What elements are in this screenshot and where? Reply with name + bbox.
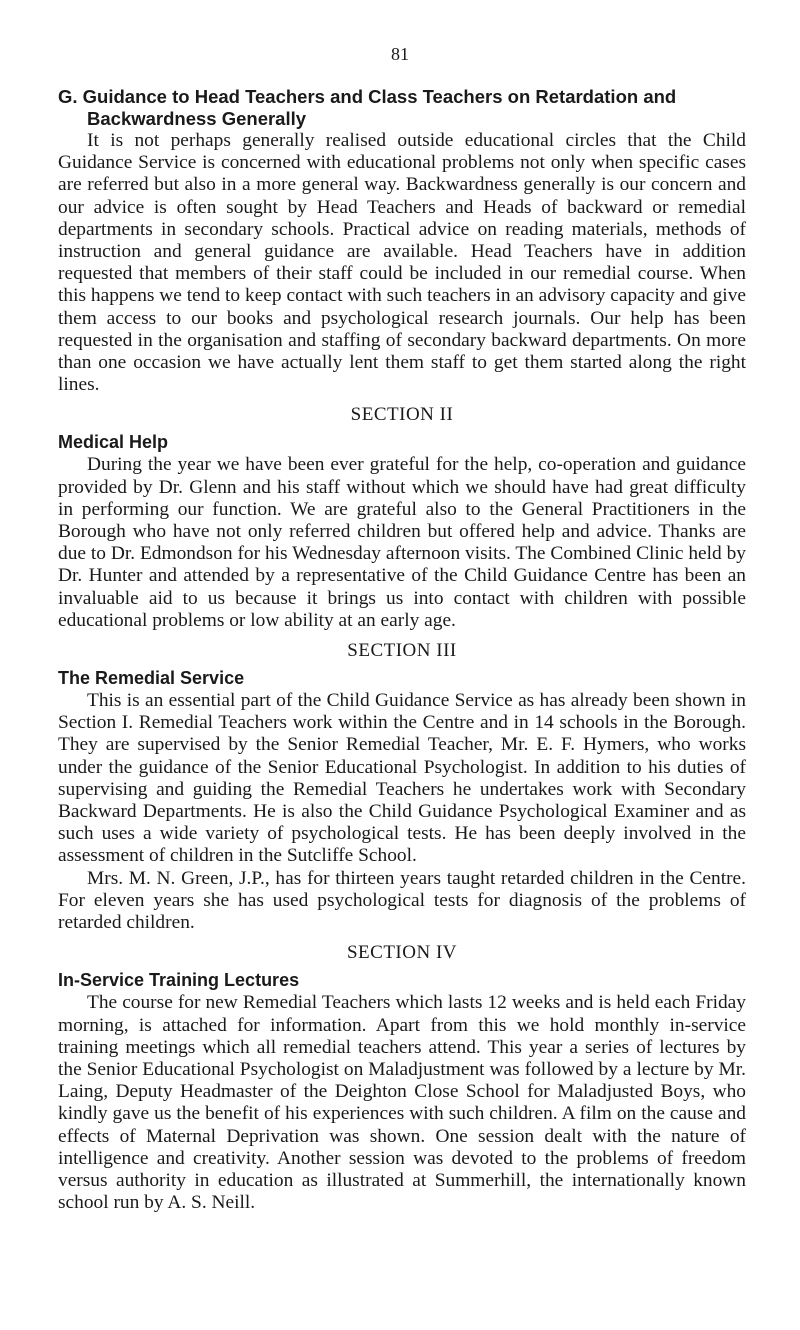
section-3-subheading: The Remedial Service: [58, 668, 245, 689]
section-3-paragraph-2: Mrs. M. N. Green, J.P., has for thirteen years taught retarded children in the Centre. For eleven years she has used psychological tests for diagnosis of the problems of retarded children.: [58, 867, 746, 934]
section-4-title: SECTION IV: [346, 942, 458, 964]
section-2-paragraph-1: During the year we have been ever grateful for the help, co-operation and guidance provided by Dr. Glenn and his staff without which we should have had great difficulty in performing our function. We are grateful also to the General Practitioners in the Borough who have not only referred children but offered help and advice. Thanks are due to Dr. Edmondson for his Wednesday afternoon visits. The Combined Clinic held by Dr. Hunter and attended by a representative of the Child Guidance Centre has been an invaluable aid to us because it brings us into contact with children with possible educational problems or low ability at an early age.: [58, 454, 746, 631]
heading-g-line-2: Backwardness Generally: [87, 108, 307, 129]
section-2-subheading: Medical Help: [58, 432, 169, 453]
paragraph-g-1: It is not perhaps generally realised outside educational circles that the Child Guidance Service is concerned with educational problems not only when specific cases are referred but also in a more general way. Backwardness generally is our concern and our advice is often sought by Head Teachers and Heads of backward or remedial departments in secondary schools. Practical advice on reading materials, methods of instruction and general guidance are available. Head Teachers have in addition requested that members of their staff could be included in our remedial course. When this happens we tend to keep contact with such teachers in an advisory capacity and give them access to our books and psychological research journals. Our help has been requested in the organisation and staffing of secondary backward departments. On more than one occasion we have actually lent them staff to get them started along the right lines.: [58, 130, 746, 396]
section-4-paragraph-1: The course for new Remedial Teachers which lasts 12 weeks and is held each Friday morning, is attached for information. Apart from this we hold monthly in-service training meetings which all remedial teachers attend. This year a series of lectures by the Senior Educational Psychologist on Maladjustment was followed by a lecture by Mr. Laing, Deputy Headmaster of the Deighton Close School for Maladjusted Boys, who kindly gave us the benefit of his experiences with such children. A film on the cause and effects of Maternal Deprivation was shown. One session dealt with the nature of intelligence and creativity. Another session was devoted to the problems of freedom versus authority in education as illustrated at Summerhill, the internationally known school run by A. S. Neill.: [58, 992, 746, 1214]
section-4-subheading: In-Service Training Lectures: [58, 970, 300, 991]
page-content: [58, 86, 746, 1214]
heading-g-line-1: G. Guidance to Head Teachers and Class Teachers on Retardation and: [58, 86, 677, 107]
page-number: 81: [391, 44, 409, 64]
heading-g: [58, 86, 746, 130]
section-3-title: SECTION III: [347, 640, 457, 662]
section-3-paragraph-1: This is an essential part of the Child Guidance Service as has already been shown in Section I. Remedial Teachers work within the Centre and in 14 schools in the Borough. They are supervised by the Senior Remedial Teacher, Mr. E. F. Hymers, who works under the guidance of the Senior Educational Psychologist. In addition to his duties of supervising and guiding the Remedial Teachers he undertakes work with Secondary Backward Departments. He is also the Child Guidance Psychological Examiner and as such uses a wide variety of psychological tests. He has been deeply involved in the assessment of children in the Sutcliffe School.: [58, 690, 746, 867]
section-2-title: SECTION II: [350, 404, 454, 426]
